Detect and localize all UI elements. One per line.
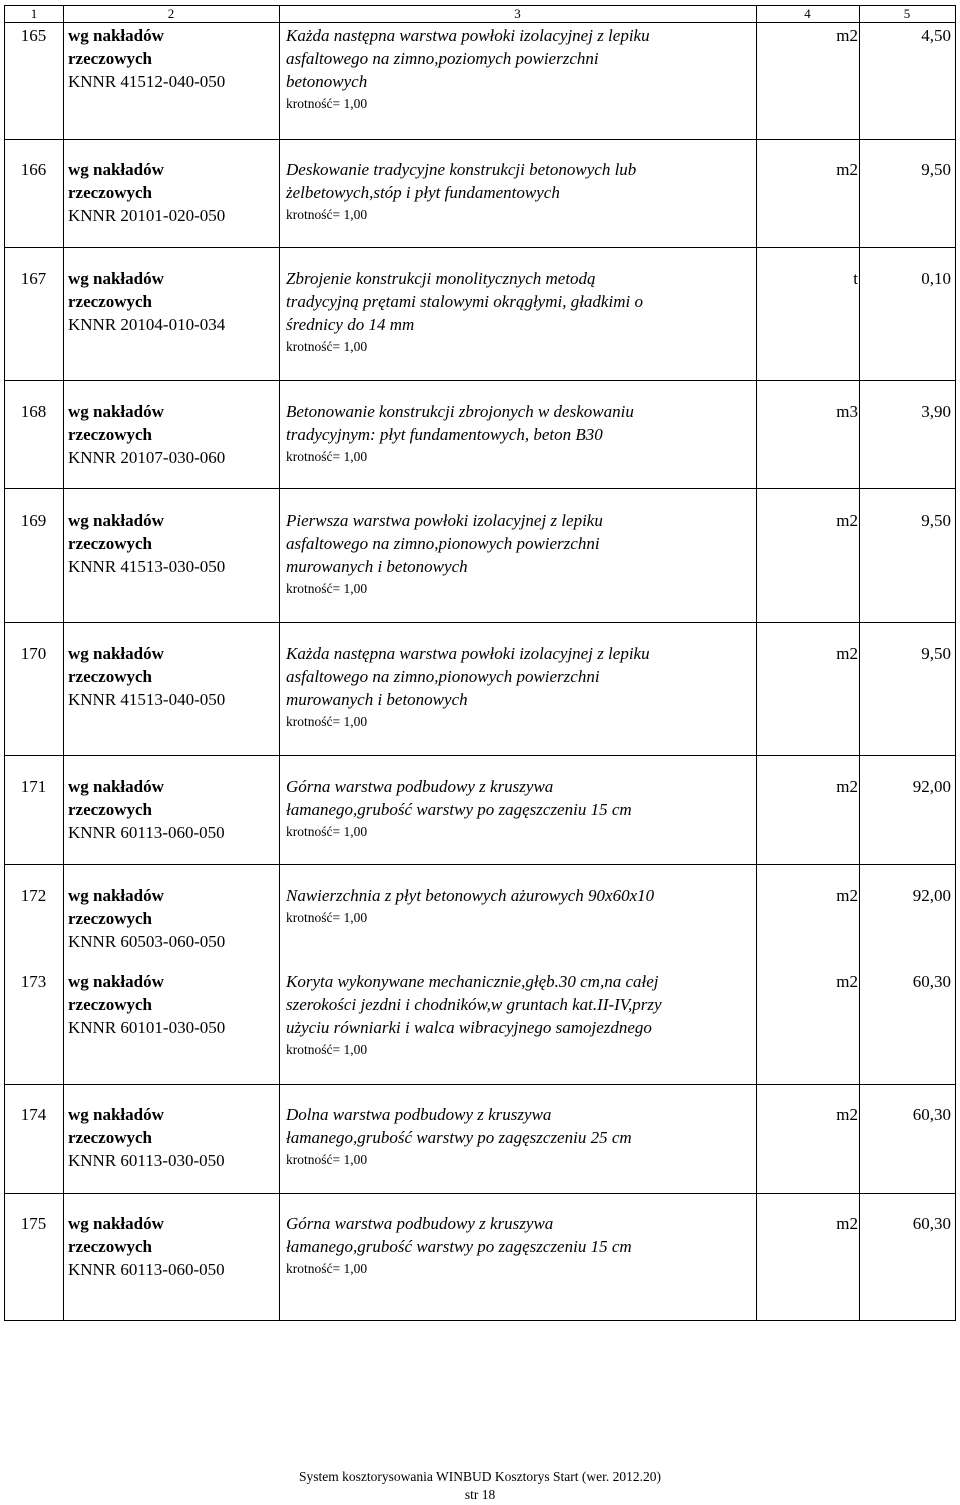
description-cell bbox=[286, 970, 746, 1060]
description-line: Nawierzchnia z płyt betonowych ażurowych 90x60x10 bbox=[286, 886, 655, 905]
basis-code: KNNR 20104-010-034 bbox=[68, 315, 226, 334]
column-divider bbox=[859, 6, 860, 1320]
basis-line-1: wg nakładów bbox=[68, 777, 164, 796]
description-line: łamanego,grubość warstwy po zagęszczeniu 15 cm bbox=[286, 1237, 632, 1256]
basis-code: KNNR 20101-020-050 bbox=[68, 206, 226, 225]
basis-line-1: wg nakładów bbox=[68, 160, 164, 179]
basis-line-1: wg nakładów bbox=[68, 886, 164, 905]
multiplier: krotność= 1,00 bbox=[286, 207, 368, 222]
basis-line-1: wg nakładów bbox=[68, 972, 164, 991]
unit: m2 bbox=[836, 886, 858, 905]
basis-line-2: rzeczowych bbox=[68, 909, 153, 928]
column-divider bbox=[63, 6, 64, 1320]
item-number: 175 bbox=[20, 1214, 47, 1233]
basis-cell bbox=[68, 267, 273, 336]
quantity: 92,00 bbox=[912, 777, 951, 796]
multiplier: krotność= 1,00 bbox=[286, 714, 368, 729]
row-divider bbox=[5, 622, 955, 623]
description-line: Betonowanie konstrukcji zbrojonych w deskowaniu bbox=[286, 402, 634, 421]
basis-line-2: rzeczowych bbox=[68, 1237, 153, 1256]
unit: m2 bbox=[836, 26, 858, 45]
description-line: żelbetowych,stóp i płyt fundamentowych bbox=[286, 183, 560, 202]
item-number: 174 bbox=[20, 1105, 47, 1124]
item-number: 172 bbox=[20, 886, 47, 905]
quantity: 0,10 bbox=[921, 269, 951, 288]
basis-code: KNNR 60101-030-050 bbox=[68, 1018, 226, 1037]
description-cell bbox=[286, 775, 746, 842]
basis-line-1: wg nakładów bbox=[68, 269, 164, 288]
basis-line-1: wg nakładów bbox=[68, 26, 164, 45]
basis-code: KNNR 41512-040-050 bbox=[68, 72, 226, 91]
description-line: tradycyjną prętami stalowymi okrągłymi, gładkimi o bbox=[286, 292, 643, 311]
basis-line-2: rzeczowych bbox=[68, 534, 153, 553]
basis-line-1: wg nakładów bbox=[68, 644, 164, 663]
column-divider bbox=[279, 6, 280, 1320]
row-divider bbox=[5, 1193, 955, 1194]
basis-cell bbox=[68, 775, 273, 844]
unit: m2 bbox=[836, 1214, 858, 1233]
quantity: 9,50 bbox=[921, 644, 951, 663]
basis-cell bbox=[68, 158, 273, 227]
page-footer bbox=[0, 1468, 960, 1504]
unit: m2 bbox=[836, 160, 858, 179]
row-divider bbox=[5, 488, 955, 489]
item-number: 171 bbox=[20, 777, 47, 796]
description-line: Każda następna warstwa powłoki izolacyjnej z lepiku bbox=[286, 644, 650, 663]
quantity: 9,50 bbox=[921, 160, 951, 179]
multiplier: krotność= 1,00 bbox=[286, 581, 368, 596]
row-divider bbox=[5, 864, 955, 865]
header-col-3: 3 bbox=[514, 6, 521, 21]
basis-code: KNNR 60113-060-050 bbox=[68, 823, 225, 842]
item-number: 168 bbox=[20, 402, 47, 421]
basis-code: KNNR 60113-060-050 bbox=[68, 1260, 225, 1279]
description-cell bbox=[286, 884, 746, 928]
row-divider bbox=[5, 1084, 955, 1085]
basis-cell bbox=[68, 1103, 273, 1172]
description-cell bbox=[286, 1103, 746, 1170]
quantity: 60,30 bbox=[912, 1214, 951, 1233]
unit: m2 bbox=[836, 644, 858, 663]
description-line: Zbrojenie konstrukcji monolitycznych metodą bbox=[286, 269, 596, 288]
multiplier: krotność= 1,00 bbox=[286, 910, 368, 925]
basis-line-2: rzeczowych bbox=[68, 49, 153, 68]
unit: m2 bbox=[836, 777, 858, 796]
description-cell bbox=[286, 267, 746, 357]
unit: m2 bbox=[836, 1105, 858, 1124]
header-col-5: 5 bbox=[903, 6, 911, 21]
multiplier: krotność= 1,00 bbox=[286, 339, 368, 354]
basis-cell bbox=[68, 884, 273, 953]
basis-line-1: wg nakładów bbox=[68, 1105, 164, 1124]
item-number: 165 bbox=[20, 26, 47, 45]
description-line: Każda następna warstwa powłoki izolacyjnej z lepiku bbox=[286, 26, 650, 45]
description-line: Górna warstwa podbudowy z kruszywa bbox=[286, 1214, 554, 1233]
item-number: 167 bbox=[20, 269, 47, 288]
quantity: 3,90 bbox=[921, 402, 951, 421]
basis-line-1: wg nakładów bbox=[68, 1214, 164, 1233]
cost-estimate-table bbox=[4, 5, 956, 1321]
description-line: murowanych i betonowych bbox=[286, 557, 468, 576]
quantity: 60,30 bbox=[912, 972, 951, 991]
multiplier: krotność= 1,00 bbox=[286, 1152, 368, 1167]
header-col-4: 4 bbox=[804, 6, 811, 21]
description-line: użyciu równiarki i walca wibracyjnego samojezdnego bbox=[286, 1018, 652, 1037]
multiplier: krotność= 1,00 bbox=[286, 1042, 368, 1057]
footer-page-number: str 18 bbox=[464, 1487, 496, 1502]
basis-code: KNNR 60113-030-050 bbox=[68, 1151, 225, 1170]
basis-code: KNNR 41513-030-050 bbox=[68, 557, 226, 576]
quantity: 60,30 bbox=[912, 1105, 951, 1124]
basis-code: KNNR 41513-040-050 bbox=[68, 690, 226, 709]
unit: m2 bbox=[836, 511, 858, 530]
description-line: asfaltowego na zimno,poziomych powierzchni bbox=[286, 49, 599, 68]
description-line: łamanego,grubość warstwy po zagęszczeniu 25 cm bbox=[286, 1128, 632, 1147]
basis-line-2: rzeczowych bbox=[68, 183, 153, 202]
footer-system-name: System kosztorysowania WINBUD Kosztorys Start (wer. 2012.20) bbox=[299, 1469, 661, 1484]
basis-cell bbox=[68, 400, 273, 469]
basis-cell bbox=[68, 970, 273, 1039]
description-line: betonowych bbox=[286, 72, 368, 91]
basis-line-1: wg nakładów bbox=[68, 511, 164, 530]
description-line: Dolna warstwa podbudowy z kruszywa bbox=[286, 1105, 552, 1124]
item-number: 169 bbox=[20, 511, 47, 530]
basis-cell bbox=[68, 642, 273, 711]
item-number: 166 bbox=[20, 160, 47, 179]
row-divider bbox=[5, 380, 955, 381]
description-line: szerokości jezdni i chodników,w gruntach kat.II-IV,przy bbox=[286, 995, 662, 1014]
description-line: Górna warstwa podbudowy z kruszywa bbox=[286, 777, 554, 796]
description-line: Pierwsza warstwa powłoki izolacyjnej z lepiku bbox=[286, 511, 603, 530]
description-cell bbox=[286, 24, 746, 114]
description-line: asfaltowego na zimno,pionowych powierzchni bbox=[286, 667, 600, 686]
description-cell bbox=[286, 642, 746, 732]
description-cell bbox=[286, 400, 746, 467]
quantity: 9,50 bbox=[921, 511, 951, 530]
multiplier: krotność= 1,00 bbox=[286, 1261, 368, 1276]
basis-cell bbox=[68, 509, 273, 578]
description-cell bbox=[286, 509, 746, 599]
row-divider bbox=[5, 139, 955, 140]
description-line: łamanego,grubość warstwy po zagęszczeniu 15 cm bbox=[286, 800, 632, 819]
basis-line-2: rzeczowych bbox=[68, 425, 153, 444]
basis-cell bbox=[68, 24, 273, 93]
item-number: 170 bbox=[20, 644, 47, 663]
quantity: 4,50 bbox=[921, 26, 951, 45]
row-divider bbox=[5, 247, 955, 248]
multiplier: krotność= 1,00 bbox=[286, 449, 368, 464]
column-divider bbox=[756, 6, 757, 1320]
description-line: murowanych i betonowych bbox=[286, 690, 468, 709]
row-divider bbox=[5, 755, 955, 756]
basis-code: KNNR 20107-030-060 bbox=[68, 448, 226, 467]
description-line: Koryta wykonywane mechanicznie,głęb.30 cm,na całej bbox=[286, 972, 659, 991]
description-cell bbox=[286, 1212, 746, 1279]
header-divider bbox=[5, 22, 955, 23]
basis-line-2: rzeczowych bbox=[68, 667, 153, 686]
basis-line-2: rzeczowych bbox=[68, 800, 153, 819]
unit: m3 bbox=[836, 402, 858, 421]
header-col-2: 2 bbox=[167, 6, 175, 21]
item-number: 173 bbox=[20, 972, 47, 991]
multiplier: krotność= 1,00 bbox=[286, 824, 368, 839]
header-col-1: 1 bbox=[30, 6, 38, 21]
unit: m2 bbox=[836, 972, 858, 991]
quantity: 92,00 bbox=[912, 886, 951, 905]
multiplier: krotność= 1,00 bbox=[286, 96, 368, 111]
description-line: asfaltowego na zimno,pionowych powierzchni bbox=[286, 534, 600, 553]
unit: t bbox=[853, 269, 858, 288]
basis-line-2: rzeczowych bbox=[68, 995, 153, 1014]
basis-cell bbox=[68, 1212, 273, 1281]
description-cell bbox=[286, 158, 746, 225]
basis-code: KNNR 60503-060-050 bbox=[68, 932, 226, 951]
basis-line-2: rzeczowych bbox=[68, 1128, 153, 1147]
description-line: tradycyjnym: płyt fundamentowych, beton B30 bbox=[286, 425, 603, 444]
description-line: średnicy do 14 mm bbox=[286, 315, 415, 334]
description-line: Deskowanie tradycyjne konstrukcji betonowych lub bbox=[286, 160, 637, 179]
basis-line-1: wg nakładów bbox=[68, 402, 164, 421]
basis-line-2: rzeczowych bbox=[68, 292, 153, 311]
